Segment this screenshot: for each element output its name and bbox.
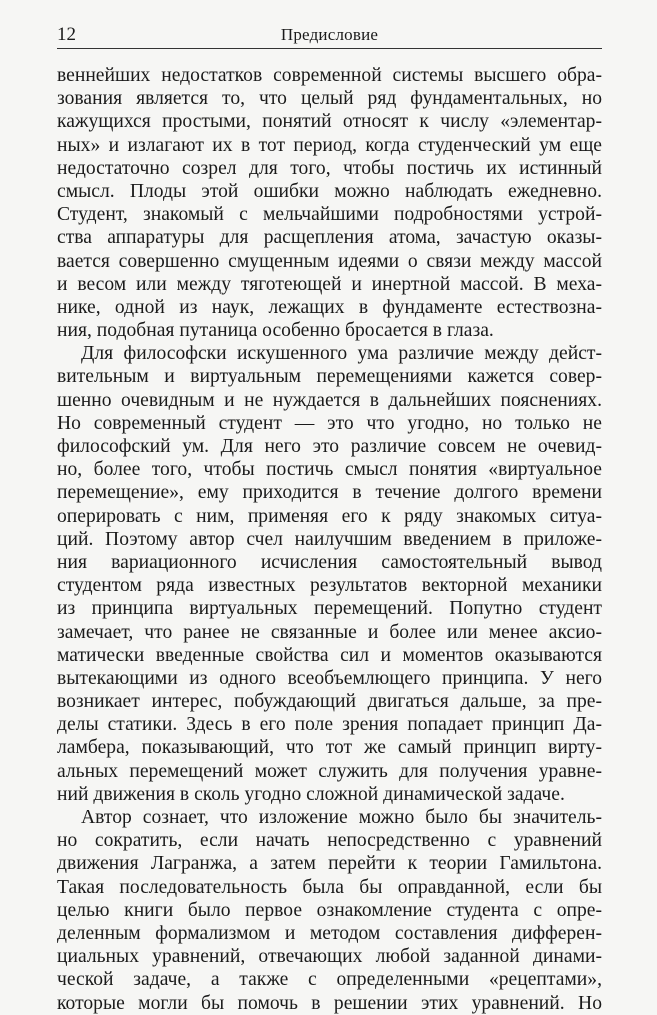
text-line: матически введенные свойства сил и моментов оказываются [57,644,602,666]
body-text [57,64,602,1015]
text-line: зования является то, что целый ряд фундаментальных, но [57,88,602,110]
paragraph [57,806,602,1015]
text-line: делы статики. Здесь в его поле зрения попадает принцип Да- [57,714,602,736]
page-number: 12 [57,24,76,45]
text-line: оперировать с ним, применяя его к ряду знакомых ситуа- [57,505,602,527]
header-rule [57,48,602,49]
text-line: вается совершенно смущенным идеями о связи между массой [57,250,602,272]
text-line: движения Лагранжа, а затем перейти к теории Гамильтона. [57,853,602,875]
text-line: Такая последовательность была бы оправданной, если бы [57,876,602,898]
text-line: нике, одной из наук, лежащих в фундаменте естествозна- [57,296,602,318]
text-line: Но современный студент — это что угодно, но только не [57,412,602,434]
text-line: деленным формализмом и методом составления дифферен- [57,922,602,944]
text-line: Автор сознает, что изложение можно было бы значитель- [81,807,602,828]
text-line: философский ум. Для него это различие совсем не очевид- [57,436,602,457]
text-line: шенно очевидным и не нуждается в дальнейших пояснениях. [57,389,602,411]
text-line: но, более того, чтобы постичь смысл понятия «виртуальное [57,459,602,481]
text-line: замечает, что ранее не связанные и более или менее аксио- [57,621,602,643]
text-line: и весом или между тяготеющей и инертной массой. В меха- [57,273,602,295]
text-line: альных перемещений может служить для получения уравне- [57,760,602,782]
text-line: ства аппаратуры для расщепления атома, зачастую оказы- [57,227,602,249]
text-line: Студент, знакомый с мельчайшими подробностями устрой- [57,204,602,226]
text-line: смысл. Плоды этой ошибки можно наблюдать ежедневно. [57,180,602,202]
text-line: которые могли бы помочь в решении этих уравнений. Но [57,992,602,1014]
running-title: Предисловие [280,25,379,44]
text-line: ний движения в сколь угодно сложной динамической задаче. [57,783,565,805]
text-line: недостаточно созрел для того, чтобы постичь их истинный [57,157,602,179]
text-line: веннейших недостатков современной системы высшего обра- [57,65,602,86]
text-line: ций. Поэтому автор счел наилучшим введением в приложе- [57,528,602,550]
text-line: вытекающими из одного всеобъемлющего принципа. У него [57,667,602,689]
text-line: возникает интерес, побуждающий двигаться дальше, за пре- [57,691,602,713]
text-line: целью книги было первое ознакомление студента с опре- [57,899,602,921]
text-line: из принципа виртуальных перемещений. Попутно студент [57,598,602,620]
text-line: вительным и виртуальным перемещениями кажется совер- [57,366,602,388]
paragraph [57,64,602,342]
text-line: но сократить, если начать непосредственно с уравнений [57,830,602,852]
text-line: ния, подобная путаница особенно бросается в глаза. [57,320,494,342]
text-line: ческой задаче, а также с определенными «рецептами», [57,969,602,991]
text-line: студентом ряда известных результатов векторной механики [57,575,602,597]
paragraph [57,342,602,806]
text-line: Для философски искушенного ума различие между дейст- [81,343,602,365]
running-head [57,24,602,50]
text-line: ных» и излагают их в тот период, когда студенческий ум еще [57,134,602,156]
text-line: ламбера, показывающий, что тот же самый принцип вирту- [57,737,602,759]
text-line: циальных уравнений, отвечающих любой заданной динами- [57,946,602,968]
text-line: ния вариационного исчисления самостоятельный вывод [57,551,602,573]
text-line: кажущихся простыми, понятий относят к числу «элементар- [57,111,602,133]
text-line: перемещение», ему приходится в течение долгого времени [57,482,602,504]
